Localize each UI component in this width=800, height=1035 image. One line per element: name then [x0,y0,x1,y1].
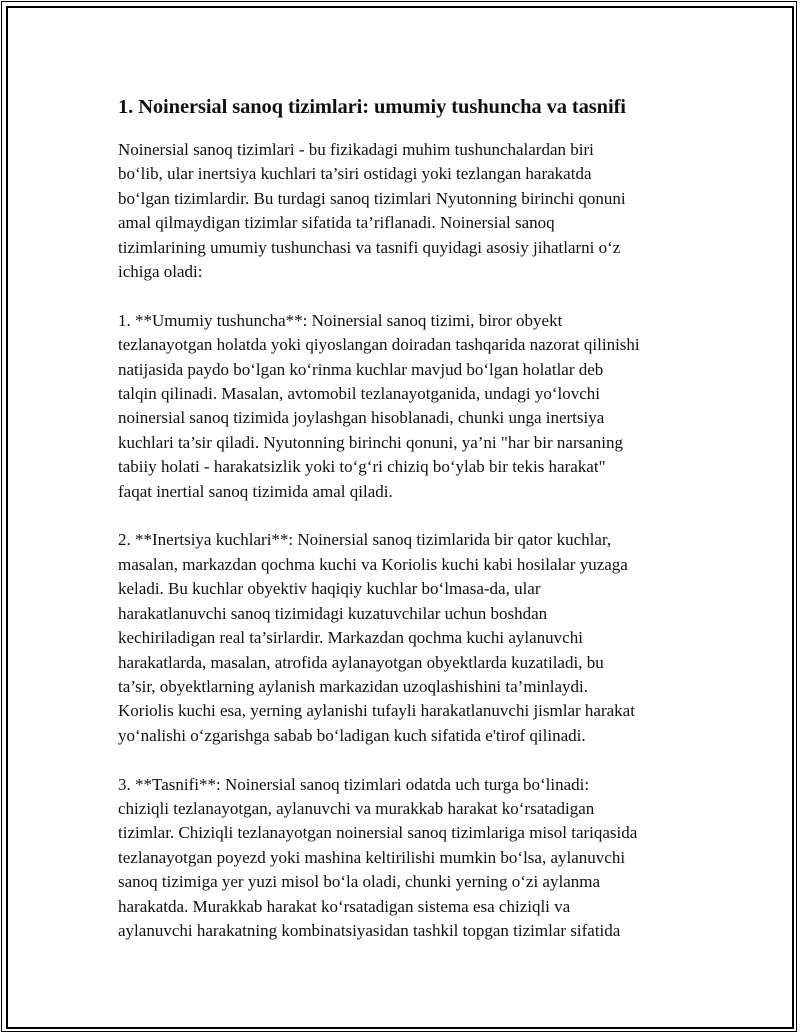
text-line: tabiiy holati - harakatsizlik yoki to‘g‘ri chiziq bo‘ylab bir tekis harakat" [118,457,606,477]
text-line: harakatda. Murakkab harakat ko‘rsatadigan sistema esa chiziqli va [118,896,571,916]
text-line: 2. **Inertsiya kuchlari**: Noinersial sanoq tizimlarida bir qator kuchlar, [118,530,612,550]
text-line: keladi. Bu kuchlar obyektiv haqiqiy kuchlar bo‘lmasa-da, ular [118,579,541,599]
general-concept-paragraph [118,309,688,504]
text-line: masalan, markazdan qochma kuchi va Koriolis kuchi kabi hosilalar yuzaga [118,554,628,574]
text-line: faqat inertial sanoq tizimida amal qiladi. [118,481,393,501]
text-line: bo‘lib, ular inertsiya kuchlari ta’siri ostidagi yoki tezlangan harakatda [118,164,592,184]
text-line: tizimlarining umumiy tushunchasi va tasnifi quyidagi asosiy jihatlarni o‘z [118,237,621,257]
text-line: noinersial sanoq tizimida joylashgan hisoblanadi, chunki unga inertsiya [118,408,605,428]
text-line: amal qilmaydigan tizimlar sifatida ta’riflanadi. Noinersial sanoq [118,213,555,233]
text-line: natijasida paydo bo‘lgan ko‘rinma kuchlar mavjud bo‘lgan holatlar deb [118,359,604,379]
text-line: kechiriladigan real ta’sirlardir. Markazdan qochma kuchi aylanuvchi [118,628,583,648]
text-line: aylanuvchi harakatning kombinatsiyasidan tashkil topgan tizimlar sifatida [118,920,621,940]
text-line: bo‘lgan tizimlardir. Bu turdagi sanoq tizimlari Nyutonning birinchi qonuni [118,188,626,208]
text-line: Noinersial sanoq tizimlari - bu fizikadagi muhim tushunchalardan biri [118,140,594,159]
text-line: chiziqli tezlanayotgan, aylanuvchi va murakkab harakat ko‘rsatadigan [118,798,595,818]
text-line: 1. **Umumiy tushuncha**: Noinersial sanoq tizimi, biror obyekt [118,310,563,330]
text-line: 3. **Tasnifi**: Noinersial sanoq tizimlari odatda uch turga bo‘linadi: [118,774,590,794]
section-title: 1. Noinersial sanoq tizimlari: umumiy tushuncha va tasnifi [118,96,626,118]
classification-paragraph [118,773,688,944]
text-line: ichiga oladi: [118,262,203,282]
text-line: yo‘nalishi o‘zgarishga sabab bo‘ladigan kuch sifatida e'tirof qilinadi. [118,725,586,745]
inertia-forces-paragraph [118,528,688,748]
text-line: harakatlarda, masalan, atrofida aylanayotgan obyektlarda kuzatiladi, bu [118,652,604,672]
text-line: sanoq tizimiga yer yuzi misol bo‘la oladi, chunki yerning o‘zi aylanma [118,872,601,892]
document-body [118,94,688,968]
text-line: talqin qilinadi. Masalan, avtomobil tezlanayotganida, undagi yo‘lovchi [118,384,601,404]
text-line: kuchlari ta’sir qiladi. Nyutonning birinchi qonuni, ya’ni "har bir narsaning [118,432,624,452]
intro-paragraph [118,138,688,284]
text-line: tezlanayotgan poyezd yoki mashina keltirilishi mumkin bo‘lsa, aylanuvchi [118,847,626,867]
text-line: ta’sir, obyektlarning aylanish markazidan uzoqlashishini ta’minlaydi. [118,676,589,696]
text-line: Koriolis kuchi esa, yerning aylanishi tufayli harakatlanuvchi jismlar harakat [118,701,635,721]
text-line: tezlanayotgan holatda yoki qiyoslangan doiradan tashqarida nazorat qilinishi [118,335,640,355]
text-line: harakatlanuvchi sanoq tizimidagi kuzatuvchilar uchun boshdan [118,603,548,623]
text-line: tizimlar. Chiziqli tezlanayotgan noinersial sanoq tizimlariga misol tariqasida [118,823,638,843]
